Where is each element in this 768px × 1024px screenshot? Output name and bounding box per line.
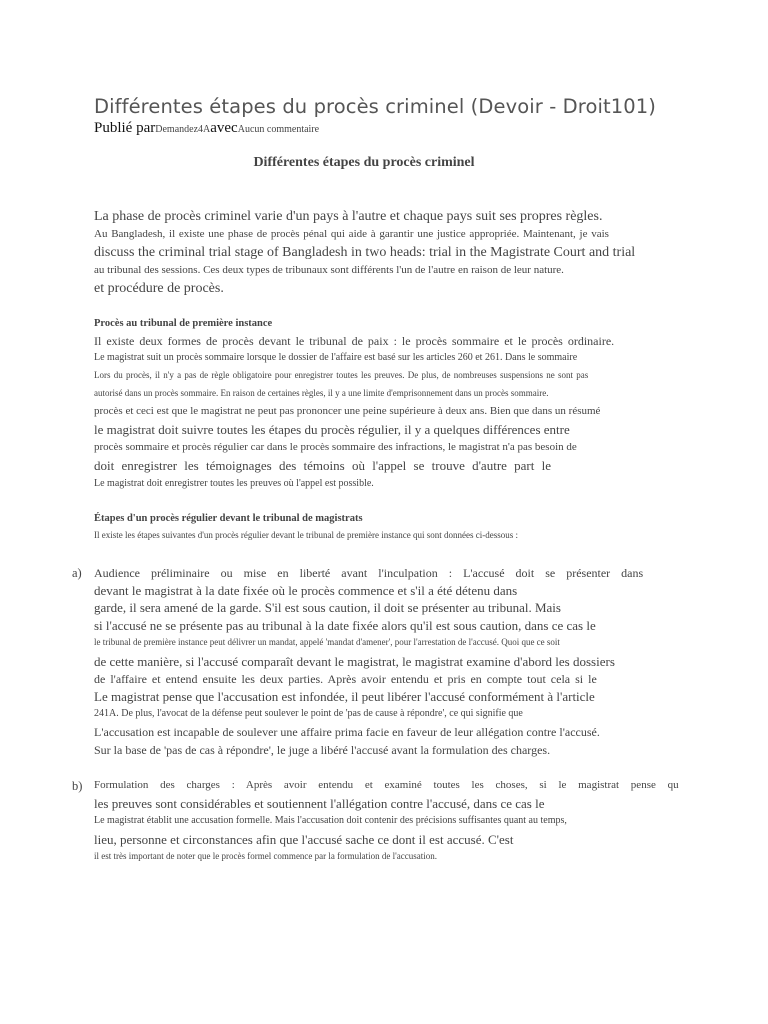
section-line: Le magistrat doit enregistrer toutes les preuves où l'appel est possible. — [94, 478, 374, 489]
item-a-line: Audience préliminaire ou mise en liberté avant l'inculpation : L'accusé doit se présenter dans — [94, 566, 644, 580]
section-line: doit enregistrer les témoignages des témoins où l'appel se trouve d'autre part le — [94, 458, 552, 473]
item-b-line: Formulation des charges : Après avoir entendu et examiné toutes les choses, si le magistrat pense qu — [94, 779, 679, 791]
section-line: procès et ceci est que le magistrat ne peut pas prononcer une peine supérieure à deux ans. Bien que dans un résumé — [94, 405, 601, 417]
section-line: Lors du procès, il n'y a pas de règle obligatoire pour enregistrer toutes les preuves. De plus, de nombreuses suspensions ne sont pas — [94, 370, 589, 380]
section-line: procès sommaire et procès régulier car dans le procès sommaire des infractions, le magistrat n'a pas besoin de — [94, 441, 577, 453]
section-heading: Étapes d'un procès régulier devant le tribunal de magistrats — [94, 513, 363, 524]
section-heading: Procès au tribunal de première instance — [94, 318, 273, 329]
item-a-line: Le magistrat pense que l'accusation est infondée, il peut libérer l'accusé conformément à l'article — [94, 689, 595, 704]
section-line: le magistrat doit suivre toutes les étapes du procès régulier, il y a quelques différences entre — [94, 422, 570, 437]
item-a-line: si l'accusé ne se présente pas au tribunal à la date fixée alors qu'il est sous caution, dans ce cas le — [94, 618, 596, 633]
list-marker-a: a) — [72, 566, 82, 580]
item-b-line: il est très important de noter que le procès formel commence par la formulation de l'accusation. — [94, 851, 437, 861]
section-line: Il existe deux formes de procès devant le tribunal de paix : le procès sommaire et le procès ordinaire. — [94, 334, 615, 348]
intro-line: Au Bangladesh, il existe une phase de procès pénal qui aide à garantir une justice appropriée. Maintenant, je vais — [94, 228, 609, 240]
item-a-line: Sur la base de 'pas de cas à répondre', le juge a libéré l'accusé avant la formulation des charges. — [94, 743, 551, 757]
comments-link[interactable]: Aucun commentaire — [237, 124, 320, 135]
intro-line: et procédure de procès. — [94, 281, 224, 296]
section-intro: Il existe les étapes suivantes d'un procès régulier devant le tribunal de première instance qui sont données ci-dessous : — [94, 530, 518, 540]
item-a-line: de cette manière, si l'accusé comparaît devant le magistrat, le magistrat examine d'abord les dossiers — [94, 654, 615, 669]
item-a-line: 241A. De plus, l'avocat de la défense peut soulever le point de 'pas de cause à répondre', ce qui signifie que — [94, 708, 523, 719]
intro-line: discuss the criminal trial stage of Bangladesh in two heads: trial in the Magistrate Court and trial — [94, 245, 636, 260]
item-a-line: devant le magistrat à la date fixée où le procès commence et s'il a été détenu dans — [94, 583, 518, 598]
byline — [94, 120, 319, 137]
section-line: autorisé dans un procès sommaire. En raison de certaines règles, il y a une limite d'emprisonnement dans un procès sommaire. — [94, 388, 549, 398]
intro-line: La phase de procès criminel varie d'un pays à l'autre et chaque pays suit ses propres règles. — [94, 209, 603, 224]
list-marker-b: b) — [72, 779, 83, 793]
article-heading: Différentes étapes du procès criminel — [253, 155, 475, 170]
section-line: Le magistrat suit un procès sommaire lorsque le dossier de l'affaire est basé sur les articles 260 et 261. Dans le sommaire — [94, 352, 578, 363]
author-name[interactable]: Demandez4A — [155, 124, 211, 135]
intro-line: au tribunal des sessions. Ces deux types de tribunaux sont différents l'un de l'autre en raison de leur nature. — [94, 264, 564, 276]
item-a-line: L'accusation est incapable de soulever une affaire prima facie en faveur de leur allégation contre l'accusé. — [94, 725, 600, 739]
item-b-line: lieu, personne et circonstances afin que l'accusé sache ce dont il est accusé. C'est — [94, 832, 514, 847]
item-a-line: le tribunal de première instance peut délivrer un mandat, appelé 'mandat d'amener', pour l'arrestation de l'accusé. Quoi que ce soit — [94, 637, 560, 647]
item-a-line: de l'affaire et entend ensuite les deux parties. Après avoir entendu et pris en compte tout cela si le — [94, 672, 597, 686]
document-title: Différentes étapes du procès criminel (Devoir - Droit101) — [94, 95, 656, 118]
published-by-label: Publié par — [94, 120, 156, 136]
with-label: avec — [210, 120, 238, 136]
item-b-line: Le magistrat établit une accusation formelle. Mais l'accusation doit contenir des précisions suffisantes quant au temps, — [94, 815, 567, 826]
item-b-line: les preuves sont considérables et soutiennent l'allégation contre l'accusé, dans ce cas le — [94, 796, 545, 811]
item-a-line: garde, il sera amené de la garde. S'il est sous caution, il doit se présenter au tribunal. Mais — [94, 600, 561, 615]
